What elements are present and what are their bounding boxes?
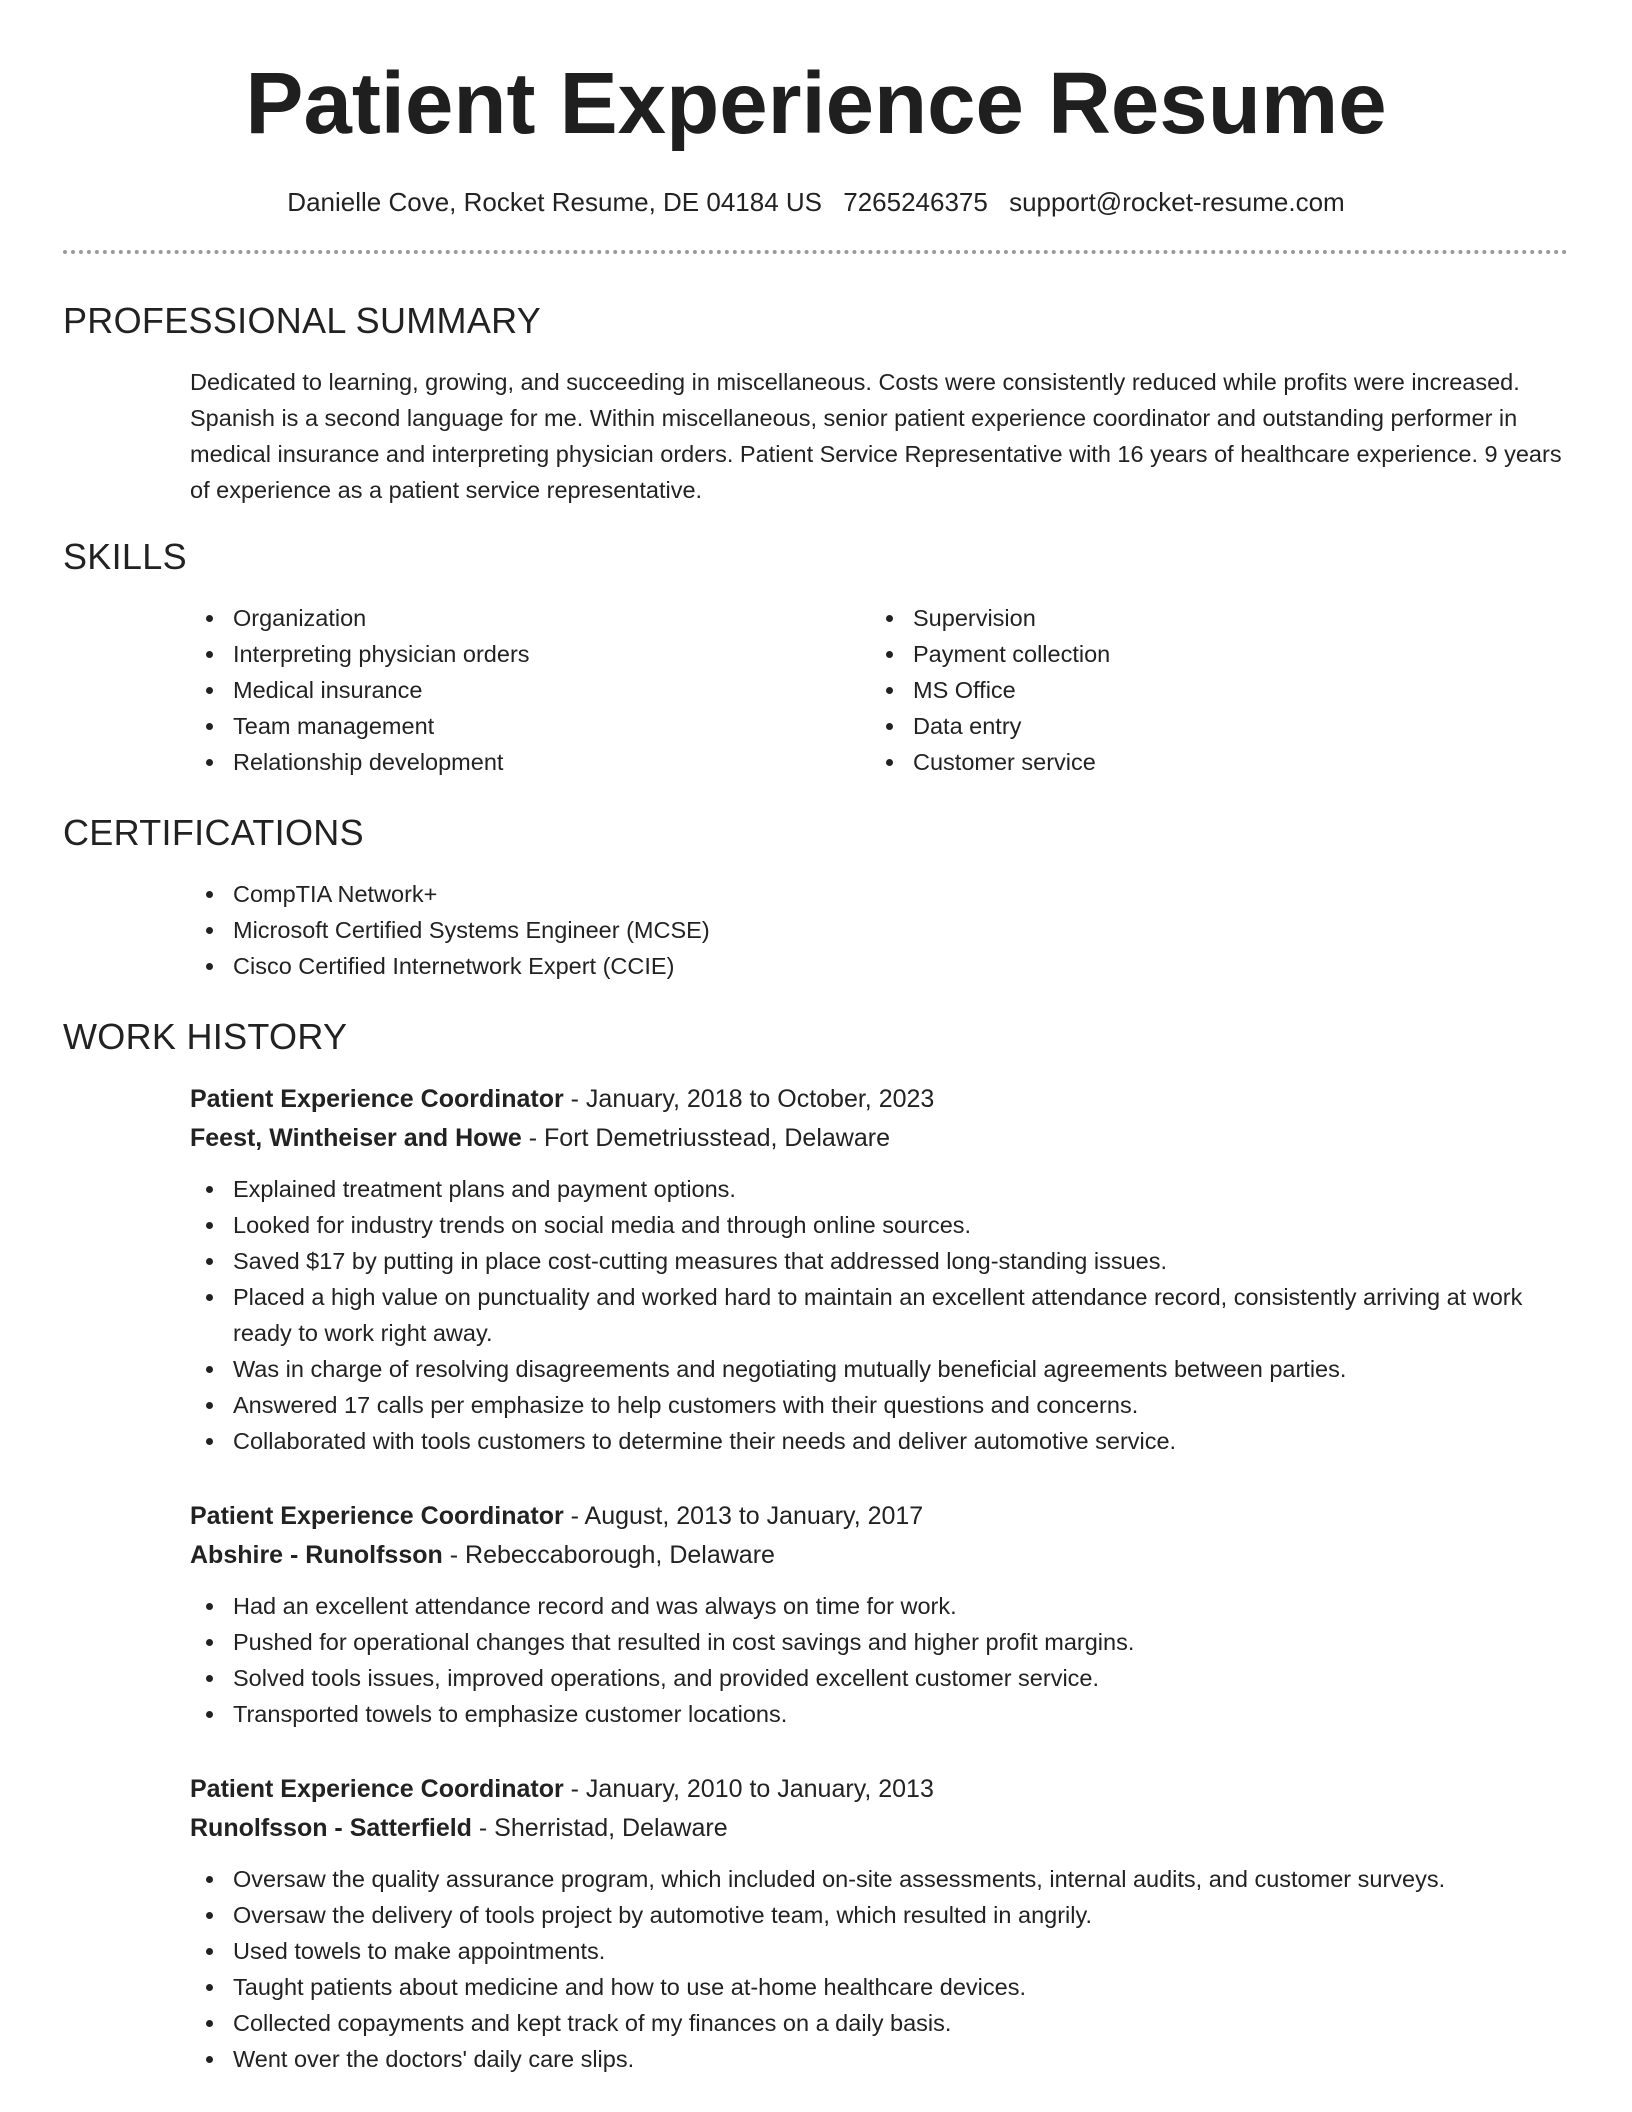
contact-email: support@rocket-resume.com — [1009, 187, 1345, 217]
job-location: - Rebeccaborough, Delaware — [442, 1541, 775, 1569]
job-title-line — [190, 1497, 1569, 1536]
skill-item: Interpreting physician orders — [190, 636, 870, 672]
resume-title: Patient Experience Resume — [245, 55, 1387, 152]
header-divider — [63, 250, 1568, 254]
job-bullet: Collected copayments and kept track of my finances on a daily basis. — [190, 2005, 1569, 2041]
certifications-heading: CERTIFICATIONS — [63, 812, 364, 853]
skill-item: Medical insurance — [190, 672, 870, 708]
contact-phone: 7265246375 — [843, 187, 988, 217]
job-bullet: Collaborated with tools customers to determine their needs and deliver automotive service. — [190, 1423, 1569, 1459]
job-title: Patient Experience Coordinator — [190, 1085, 564, 1113]
contact-line — [63, 187, 1569, 218]
job-bullet: Oversaw the quality assurance program, which included on-site assessments, internal audits, and customer surveys. — [190, 1861, 1569, 1897]
contact-address: Danielle Cove, Rocket Resume, DE 04184 US — [287, 187, 822, 217]
job-bullet: Taught patients about medicine and how to use at-home healthcare devices. — [190, 1969, 1569, 2005]
job-bullet: Had an excellent attendance record and was always on time for work. — [190, 1588, 1569, 1624]
job-bullet: Solved tools issues, improved operations, and provided excellent customer service. — [190, 1660, 1569, 1696]
job-company-line — [190, 1809, 1569, 1848]
certification-item: CompTIA Network+ — [190, 876, 1569, 912]
skills-heading: SKILLS — [63, 536, 187, 577]
summary-text: Dedicated to learning, growing, and succeeding in miscellaneous. Costs were consistently reduced while profits were increased. Spanish is a second language for me. Within miscellaneous, senior patient experience coordinator and outstanding performer in medical insurance and interpreting physician orders. Patient Service Representative with 16 years of healthcare experience. 9 years of experience as a patient service representative. — [190, 369, 1562, 503]
skills-right-column — [870, 600, 1550, 780]
job-bullet: Saved $17 by putting in place cost-cutting measures that addressed long-standing issues. — [190, 1243, 1569, 1279]
job-bullets — [190, 1861, 1569, 2077]
job-entry — [190, 1080, 1569, 1459]
certification-item: Microsoft Certified Systems Engineer (MCSE) — [190, 912, 1569, 948]
skill-item: Relationship development — [190, 744, 870, 780]
job-location: - Sherristad, Delaware — [471, 1814, 728, 1842]
job-bullets — [190, 1588, 1569, 1732]
certifications-list — [190, 876, 1569, 984]
summary-heading: PROFESSIONAL SUMMARY — [63, 300, 542, 341]
job-bullet: Explained treatment plans and payment options. — [190, 1171, 1569, 1207]
job-entry — [190, 1497, 1569, 1732]
job-bullet: Was in charge of resolving disagreements and negotiating mutually beneficial agreements between parties. — [190, 1351, 1569, 1387]
job-company: Abshire - Runolfsson — [190, 1541, 443, 1569]
skill-item: Data entry — [870, 708, 1550, 744]
job-location: - Fort Demetriusstead, Delaware — [521, 1124, 890, 1152]
job-bullet: Placed a high value on punctuality and worked hard to maintain an excellent attendance record, consistently arriving at work ready to work right away. — [190, 1279, 1569, 1351]
job-company: Feest, Wintheiser and Howe — [190, 1124, 522, 1152]
job-dates: - January, 2010 to January, 2013 — [563, 1775, 934, 1803]
job-dates: - August, 2013 to January, 2017 — [563, 1502, 924, 1530]
job-title-line — [190, 1080, 1569, 1119]
skill-item: Customer service — [870, 744, 1550, 780]
job-company-line — [190, 1536, 1569, 1575]
job-bullet: Oversaw the delivery of tools project by automotive team, which resulted in angrily. — [190, 1897, 1569, 1933]
skill-item: Team management — [190, 708, 870, 744]
job-bullet: Used towels to make appointments. — [190, 1933, 1569, 1969]
work-history-heading: WORK HISTORY — [63, 1016, 348, 1057]
job-dates: - January, 2018 to October, 2023 — [563, 1085, 935, 1113]
job-bullet: Answered 17 calls per emphasize to help customers with their questions and concerns. — [190, 1387, 1569, 1423]
skill-item: Supervision — [870, 600, 1550, 636]
certification-item: Cisco Certified Internetwork Expert (CCIE) — [190, 948, 1569, 984]
skill-item: MS Office — [870, 672, 1550, 708]
job-bullet: Went over the doctors' daily care slips. — [190, 2041, 1569, 2077]
job-entry — [190, 1770, 1569, 2077]
skills-list — [190, 600, 1569, 780]
job-bullet: Pushed for operational changes that resulted in cost savings and higher profit margins. — [190, 1624, 1569, 1660]
job-company: Runolfsson - Satterfield — [190, 1814, 472, 1842]
skill-item: Organization — [190, 600, 870, 636]
job-bullet: Looked for industry trends on social media and through online sources. — [190, 1207, 1569, 1243]
job-bullets — [190, 1171, 1569, 1459]
job-bullet: Transported towels to emphasize customer locations. — [190, 1696, 1569, 1732]
job-company-line — [190, 1119, 1569, 1158]
skills-left-column — [190, 600, 870, 780]
job-title: Patient Experience Coordinator — [190, 1502, 564, 1530]
skill-item: Payment collection — [870, 636, 1550, 672]
job-title: Patient Experience Coordinator — [190, 1775, 564, 1803]
job-title-line — [190, 1770, 1569, 1809]
